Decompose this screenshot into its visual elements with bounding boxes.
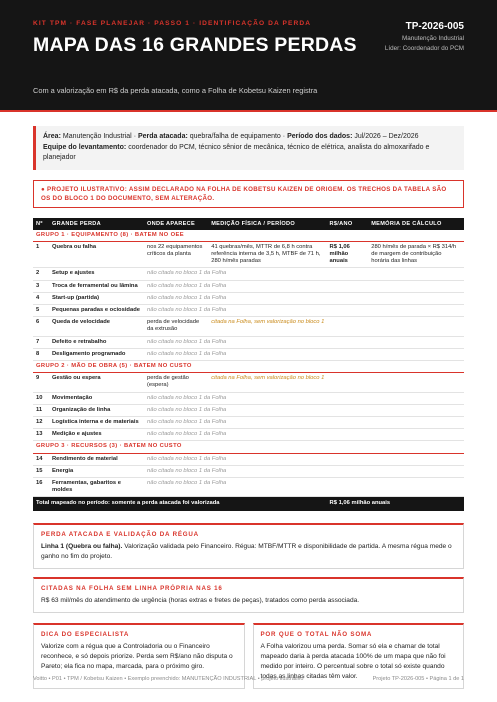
row-where: perda de velocidade da extrusão bbox=[144, 317, 208, 336]
table-body bbox=[33, 230, 464, 497]
table-row bbox=[33, 268, 464, 280]
col-measure: MEDIÇÃO FÍSICA / PERÍODO bbox=[208, 218, 326, 230]
row-loss: Desligamento programado bbox=[49, 348, 144, 360]
row-loss: Rendimento de material bbox=[49, 453, 144, 465]
row-loss: Troca de ferramental ou lâmina bbox=[49, 280, 144, 292]
col-memo: MEMÓRIA DE CÁLCULO bbox=[368, 218, 464, 230]
area-value: Manutenção Industrial bbox=[62, 133, 132, 140]
table-row bbox=[33, 477, 464, 496]
tip-text: Valorize com a régua que a Controladoria ou o Financeiro reconhece, e só depois priorize. Perda sem R$/ano não disputa o Pareto; ela fica no mapa, marcada, para o próximo giro. bbox=[41, 642, 233, 670]
row-not-cited: não citada no bloco 1 da Folha bbox=[144, 477, 464, 496]
footer-right: Projeto TP-2026-005 • Página 1 de 1 bbox=[372, 676, 464, 682]
row-not-cited: não citada no bloco 1 da Folha bbox=[144, 280, 464, 292]
table-row bbox=[33, 429, 464, 441]
row-number: 12 bbox=[33, 416, 49, 428]
row-not-cited: não citada no bloco 1 da Folha bbox=[144, 392, 464, 404]
attacked-body: Valorização validada pelo Financeiro. Régua: MTBF/MTTR e disponibilidade de partida. A mesma régua mede o ganho no fim do projeto. bbox=[41, 542, 452, 560]
group-row bbox=[33, 360, 464, 372]
table-row bbox=[33, 404, 464, 416]
period-value: Jul/2026 – Dez/2026 bbox=[354, 133, 419, 140]
row-loss: Gestão ou espera bbox=[49, 373, 144, 392]
row-where: perda de gestão (espera) bbox=[144, 373, 208, 392]
row-number: 10 bbox=[33, 392, 49, 404]
document-code: TP-2026-005 bbox=[405, 21, 464, 32]
losses-table bbox=[33, 218, 464, 511]
table-row bbox=[33, 336, 464, 348]
team-value: coordenador do PCM, técnico sênior de mecânica, técnico de elétrica, analista do almoxarifado e planejador bbox=[43, 143, 430, 161]
page-title: MAPA DAS 16 GRANDES PERDAS bbox=[33, 34, 357, 56]
col-where: ONDE APARECE bbox=[144, 218, 208, 230]
row-loss: Medição e ajustes bbox=[49, 429, 144, 441]
cited-card bbox=[33, 577, 464, 613]
row-not-cited: não citada no bloco 1 da Folha bbox=[144, 404, 464, 416]
row-number: 14 bbox=[33, 453, 49, 465]
row-not-cited: não citada no bloco 1 da Folha bbox=[144, 268, 464, 280]
page-footer bbox=[33, 676, 464, 682]
col-number: Nº bbox=[33, 218, 49, 230]
row-number: 15 bbox=[33, 465, 49, 477]
group-row bbox=[33, 230, 464, 242]
row-loss: Quebra ou falha bbox=[49, 241, 144, 268]
table-row bbox=[33, 317, 464, 336]
group-label: GRUPO 2 · MÃO DE OBRA (5) · BATEM NO CUSTO bbox=[33, 360, 464, 372]
document-header bbox=[0, 0, 497, 86]
table-row bbox=[33, 280, 464, 292]
cited-text: R$ 63 mil/mês do atendimento de urgência (horas extras e fretes de peças), tratados como perda associada. bbox=[41, 596, 360, 604]
total-label: Total mapeado no período: somente a perda atacada foi valorizada bbox=[33, 497, 327, 511]
row-not-cited: não citada no bloco 1 da Folha bbox=[144, 465, 464, 477]
tip-title: DICA DO ESPECIALISTA bbox=[41, 630, 130, 638]
table-row bbox=[33, 416, 464, 428]
table-header-row bbox=[33, 218, 464, 230]
row-loss: Queda de velocidade bbox=[49, 317, 144, 336]
attacked-title: PERDA ATACADA E VALIDAÇÃO DA RÉGUA bbox=[41, 530, 199, 538]
row-loss: Movimentação bbox=[49, 392, 144, 404]
row-not-cited: não citada no bloco 1 da Folha bbox=[144, 348, 464, 360]
subtitle: Com a valorização em R$ da perda atacada, como a Folha de Kobetsu Kaizen registra bbox=[33, 86, 318, 95]
row-number: 5 bbox=[33, 304, 49, 316]
table-row bbox=[33, 465, 464, 477]
row-number: 4 bbox=[33, 292, 49, 304]
row-number: 16 bbox=[33, 477, 49, 496]
why-text: A Folha valorizou uma perda. Somar só ela e chamar de total mapeado daria à perda atacada 100% de um mapa que não foi medido por inteiro. O percentual sobre o total só existe quando todas as linhas citadas têm valor. bbox=[260, 642, 446, 680]
cited-title: CITADAS NA FOLHA SEM LINHA PRÓPRIA NAS 16 bbox=[41, 584, 223, 592]
why-title: POR QUE O TOTAL NÃO SOMA bbox=[260, 630, 373, 638]
area-label: Área: bbox=[43, 133, 61, 140]
team-label: Equipe do levantamento: bbox=[43, 143, 127, 151]
attack-value: quebra/falha de equipamento bbox=[189, 133, 281, 140]
row-loss: Organização de linha bbox=[49, 404, 144, 416]
row-cited: citada na Folha, sem valorização no bloco 1 bbox=[208, 317, 464, 336]
document-meta bbox=[385, 21, 464, 52]
document-area: Manutenção Industrial bbox=[402, 35, 464, 42]
row-loss: Ferramentas, gabaritos e moldes bbox=[49, 477, 144, 496]
row-loss: Start-up (partida) bbox=[49, 292, 144, 304]
row-number: 7 bbox=[33, 336, 49, 348]
table-row bbox=[33, 348, 464, 360]
row-loss: Setup e ajustes bbox=[49, 268, 144, 280]
total-value: R$ 1,06 milhão anuais bbox=[327, 497, 464, 511]
document-owner: Líder: Coordenador do PCM bbox=[384, 45, 464, 52]
table-row bbox=[33, 304, 464, 316]
row-number: 13 bbox=[33, 429, 49, 441]
row-value: R$ 1,06 milhão anuais bbox=[327, 241, 369, 268]
row-number: 8 bbox=[33, 348, 49, 360]
row-cited: citada na Folha, sem valorização no bloco 1 bbox=[208, 373, 464, 392]
row-not-cited: não citada no bloco 1 da Folha bbox=[144, 292, 464, 304]
attacked-loss-card bbox=[33, 523, 464, 569]
attacked-lead: Linha 1 (Quebra ou falha). bbox=[41, 542, 123, 550]
row-number: 3 bbox=[33, 280, 49, 292]
row-not-cited: não citada no bloco 1 da Folha bbox=[144, 429, 464, 441]
table-row bbox=[33, 392, 464, 404]
row-not-cited: não citada no bloco 1 da Folha bbox=[144, 453, 464, 465]
row-not-cited: não citada no bloco 1 da Folha bbox=[144, 336, 464, 348]
row-loss: Logística interna e de materiais bbox=[49, 416, 144, 428]
total-row bbox=[33, 497, 464, 511]
table-row bbox=[33, 241, 464, 268]
row-loss: Defeito e retrabalho bbox=[49, 336, 144, 348]
illustrative-warning: ● PROJETO ILUSTRATIVO: ASSIM DECLARADO NA FOLHA DE KOBETSU KAIZEN DE ORIGEM. OS TRECHOS DA TABELA SÃO OS DO BLOCO 1 DO DOCUMENTO, SEM ALTERAÇÃO. bbox=[33, 180, 464, 208]
row-where: nos 22 equipamentos críticos da planta bbox=[144, 241, 208, 268]
row-loss: Energia bbox=[49, 465, 144, 477]
table-row bbox=[33, 373, 464, 392]
row-number: 6 bbox=[33, 317, 49, 336]
attack-label: Perda atacada: bbox=[137, 133, 188, 140]
group-label: GRUPO 1 · EQUIPAMENTO (8) · BATEM NO OEE bbox=[33, 230, 464, 242]
table-row bbox=[33, 292, 464, 304]
row-number: 9 bbox=[33, 373, 49, 392]
row-memo: 280 h/mês de parada × R$ 314/h de margem de contribuição horária das linhas bbox=[368, 241, 464, 268]
period-label: Período dos dados: bbox=[287, 133, 353, 140]
attacked-text bbox=[41, 542, 456, 562]
row-not-cited: não citada no bloco 1 da Folha bbox=[144, 416, 464, 428]
project-info: Área: Manutenção Industrial · Perda atacada: quebra/falha de equipamento · Período dos dados: Jul/2026 – Dez/2026 Equipe do levantamento: coordenador do PCM, técnico sênior de mecânica, técnico de elétrica, analista do almoxarifado e planejador bbox=[33, 126, 464, 170]
row-not-cited: não citada no bloco 1 da Folha bbox=[144, 304, 464, 316]
col-loss: GRANDE PERDA bbox=[49, 218, 144, 230]
subtitle-band bbox=[0, 86, 497, 112]
footer-left: Voitto • P01 • TPM / Kobetsu Kaizen • Exemplo preenchido: MANUTENÇÃO INDUSTRIAL • projeto ilustrativo bbox=[33, 676, 304, 682]
kicker: KIT TPM · FASE PLANEJAR · PASSO 1 · IDENTIFICAÇÃO DA PERDA bbox=[33, 20, 312, 27]
table-row bbox=[33, 453, 464, 465]
row-measure: 41 quebras/mês, MTTR de 6,8 h contra referência interna de 3,5 h, MTBF de 71 h, 280 h/mês paradas bbox=[208, 241, 326, 268]
row-loss: Pequenas paradas e ociosidade bbox=[49, 304, 144, 316]
group-row bbox=[33, 441, 464, 453]
col-value: R$/ANO bbox=[327, 218, 369, 230]
row-number: 11 bbox=[33, 404, 49, 416]
group-label: GRUPO 3 · RECURSOS (3) · BATEM NO CUSTO bbox=[33, 441, 464, 453]
row-number: 2 bbox=[33, 268, 49, 280]
row-number: 1 bbox=[33, 241, 49, 268]
